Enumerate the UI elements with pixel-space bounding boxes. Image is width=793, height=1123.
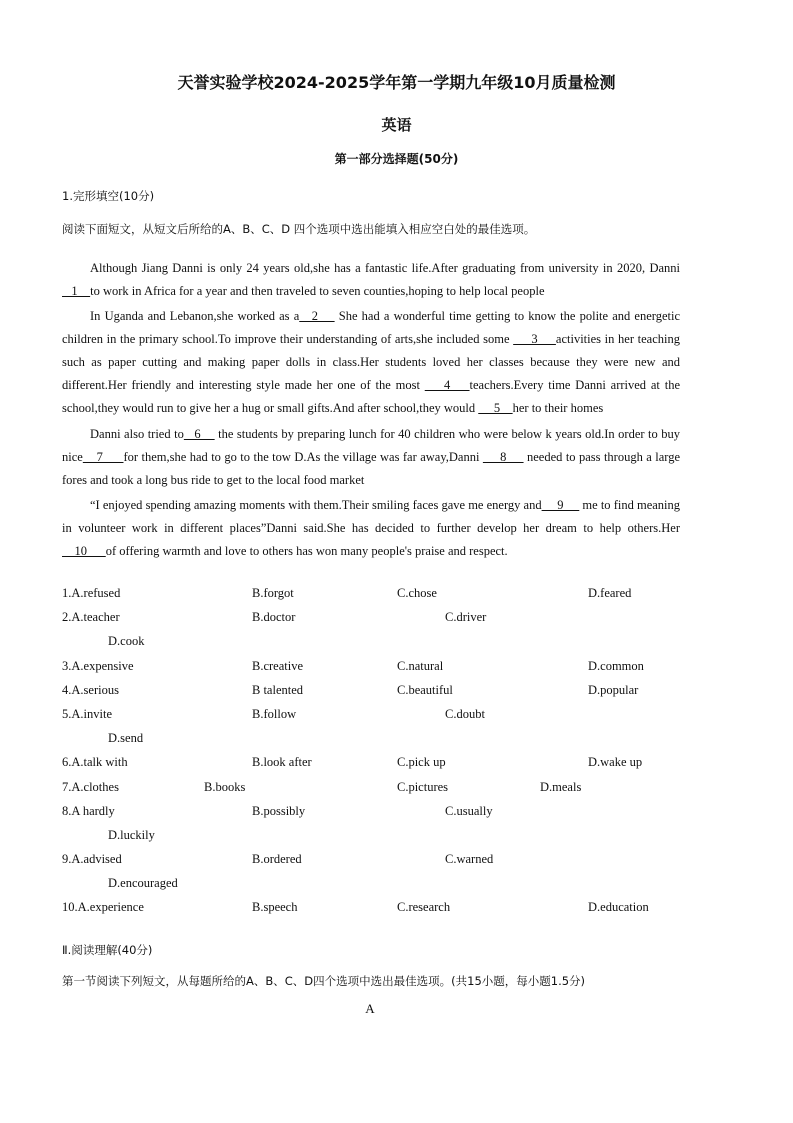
blank-2: 2 (299, 309, 335, 323)
option-row-4: 4.A.serious B talented C.beautiful D.popular (62, 682, 639, 697)
option-row-10: 10.A.experience B.speech C.research D.education (62, 900, 649, 915)
cloze-passage (62, 257, 680, 563)
section2-instruction: 第一节阅读下列短文，从每题所给的A、B、C、D四个选项中选出最佳选项。(共15小题，每小题1.5分) (62, 974, 586, 988)
blank-1: 1 (62, 284, 91, 298)
part-heading: 第一部分选择题(50分) (334, 152, 459, 166)
option-row-5: 5.A.invite B.follow C.doubt (62, 706, 485, 721)
options-list (62, 586, 742, 925)
section2-heading: Ⅱ.阅读理解(40分) (62, 943, 153, 957)
section1-instruction: 阅读下面短文，从短文后所给的A、B、C、D 四个选项中选出能填入相应空白处的最佳选项。 (62, 222, 536, 236)
passage-paragraph-3: Danni also tried to 6 the students by preparing lunch for 40 children who were below k years old.In order to buy nice 7 for them,she had to go to the tow D.As the village was far away,Danni 8 needed to pass through a large fores and took a long bus ride to get to the local food market (62, 427, 681, 487)
section1-heading: 1.完形填空(10分) (62, 189, 155, 203)
option-row-5-wrap: D.send (108, 731, 144, 746)
option-row-2-wrap: D.cook (108, 634, 145, 649)
option-row-9: 9.A.advised B.ordered C.warned (62, 852, 494, 867)
option-row-3: 3.A.expensive B.creative C.natural D.common (62, 658, 644, 673)
option-row-7: 7.A.clothes B.books C.pictures D.meals (62, 779, 582, 794)
exam-title: 天誉实验学校2024-2025学年第一学期九年级10月质量检测 (177, 73, 616, 92)
blank-9: 9 (541, 498, 580, 512)
passage-paragraph-2: In Uganda and Lebanon,she worked as a 2 She had a wonderful time getting to know the polite and energetic children in the primary school.To improve their understanding of arts,she included some 3 activities in her teaching such as paper cutting and making paper dolls in class.Her students loved her classes because they were new and different.Her friendly and interesting style made her one of the most 4 teachers.Every time Danni arrived at the school,they would run to give her a hug or small gifts.And after school,they would 5 her to their homes (62, 309, 681, 415)
blank-7: 7 (82, 450, 124, 464)
blank-3: 3 (513, 332, 556, 346)
subject-title: 英语 (381, 116, 412, 134)
option-row-1: 1.A.refused B.forgot C.chose D.feared (62, 586, 632, 600)
passage-label: A (365, 1001, 375, 1016)
blank-4: 4 (424, 378, 470, 392)
option-row-9-wrap: D.encouraged (108, 876, 178, 891)
blank-6: 6 (183, 427, 215, 441)
blank-8: 8 (482, 450, 524, 464)
option-row-8: 8.A hardly B.possibly C.usually (62, 803, 493, 818)
passage-paragraph-1: Although Jiang Danni is only 24 years old,she has a fantastic life.After graduating from university in 2020, Danni 1 to work in Africa for a year and then traveled to seven counties,hoping to help local people (62, 261, 680, 298)
option-row-2: 2.A.teacher B.doctor C.driver (62, 610, 487, 625)
option-row-8-wrap: D.luckily (108, 827, 155, 842)
blank-10: 10 (62, 544, 106, 558)
blank-5: 5 (478, 401, 513, 415)
passage-paragraph-4: “I enjoyed spending amazing moments with them.Their smiling faces gave me energy and 9 me to find meaning in volunteer work in different places”Danni said.She has decided to further develop her dream to help others.Her 10 of offering warmth and love to others has won many people's praise and respect. (62, 498, 681, 558)
option-row-6: 6.A.talk with B.look after C.pick up D.wake up (62, 755, 643, 770)
